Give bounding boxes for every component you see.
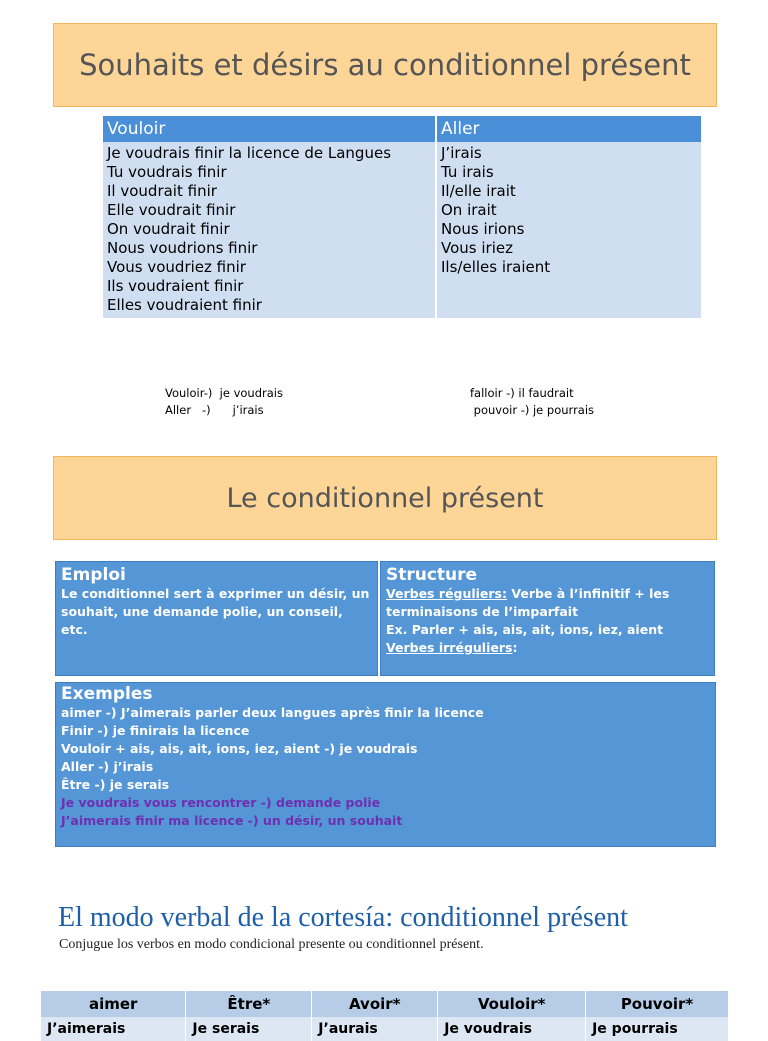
table-cell: Je voudrais [438,1017,586,1041]
conjugation-line: Elle voudrait finir [107,201,236,219]
conjugation-line: On voudrait finir [107,220,230,238]
column-header-avoir: Avoir* [312,991,438,1017]
exemples-box [55,682,716,847]
section-banner-text: Le conditionnel présent [226,482,544,514]
emploi-title: Emploi [61,565,126,585]
vouloir-conjugations [103,142,436,318]
conjugation-line: Tu irais [441,163,494,181]
regular-verbs-label: Verbes réguliers: [386,586,507,601]
aller-conjugations [436,142,701,318]
courtesy-heading: El modo verbal de la cortesía: conditionnel présent [58,902,628,933]
title-banner [53,23,717,107]
example-line: Être -) je serais [61,777,170,792]
column-header-aimer: aimer [41,991,186,1017]
regular-verbs-text: Verbe à l’infinitif + les terminaisons de l’imparfait [386,586,670,619]
conjugation-line: Je voudrais finir la licence de Langues [107,144,392,162]
example-line: aimer -) J’aimerais parler deux langues après finir la licence [61,705,484,720]
conjugation-line: Nous irions [441,220,525,238]
note-line: Vouloir-) je voudrais [165,386,283,400]
conjugation-line: Ils voudraient finir [107,277,244,295]
structure-box [380,561,715,676]
example-line: Aller -) j’irais [61,759,154,774]
table-cell: J’aimerais [41,1017,186,1041]
column-header-aller: Aller [436,116,701,142]
note-line: Aller -) j’irais [165,403,264,417]
conjugation-line: Il voudrait finir [107,182,217,200]
structure-regular [386,585,709,621]
exemples-title: Exemples [61,684,153,704]
conjugation-line: Vous voudriez finir [107,258,246,276]
notes-left [165,385,283,419]
conjugation-line: Elles voudraient finir [107,296,262,314]
conjugation-exercise-table [41,991,729,1041]
courtesy-subtitle: Conjugue los verbos en modo condicional presente ou conditionnel présent. [59,937,484,952]
conjugation-line: On irait [441,201,497,219]
emploi-text: Le conditionnel sert à exprimer un désir, un souhait, une demande polie, un conseil, etc. [61,586,370,637]
note-line: pouvoir -) je pourrais [470,403,595,417]
example-line-highlight: J’aimerais finir ma licence -) un désir, un souhait [61,813,403,828]
conjugation-line: Tu voudrais finir [107,163,227,181]
structure-irregular [386,639,709,657]
section-banner [53,456,717,540]
table-cell: J’aurais [312,1017,438,1041]
example-line: Finir -) je finirais la licence [61,723,250,738]
irregular-verbs-suffix: : [512,640,518,655]
example-line-highlight: Je voudrais vous rencontrer -) demande polie [61,795,381,810]
notes-right [470,385,594,419]
conjugation-line: Vous iriez [441,239,513,257]
structure-title: Structure [386,565,478,585]
column-header-etre: Être* [186,991,312,1017]
conjugation-line: J’irais [441,144,482,162]
conjugation-line: Nous voudrions finir [107,239,258,257]
column-header-pouvoir: Pouvoir* [586,991,729,1017]
example-line: Vouloir + ais, ais, ait, ions, iez, aient -) je voudrais [61,741,418,756]
irregular-verbs-label: Verbes irréguliers [386,640,513,655]
table-cell: Je pourrais [586,1017,729,1041]
emploi-box [55,561,378,676]
column-header-vouloir: Vouloir [103,116,436,142]
conjugation-line: Ils/elles iraient [441,258,551,276]
column-header-vouloir: Vouloir* [438,991,586,1017]
title-banner-text: Souhaits et désirs au conditionnel présent [79,48,691,82]
note-line: falloir -) il faudrait [470,386,574,400]
structure-example: Ex. Parler + ais, ais, ait, ions, iez, aient [386,622,664,637]
conjugation-line: Il/elle irait [441,182,516,200]
verb-conjugation-table [103,116,701,318]
table-cell: Je serais [186,1017,312,1041]
